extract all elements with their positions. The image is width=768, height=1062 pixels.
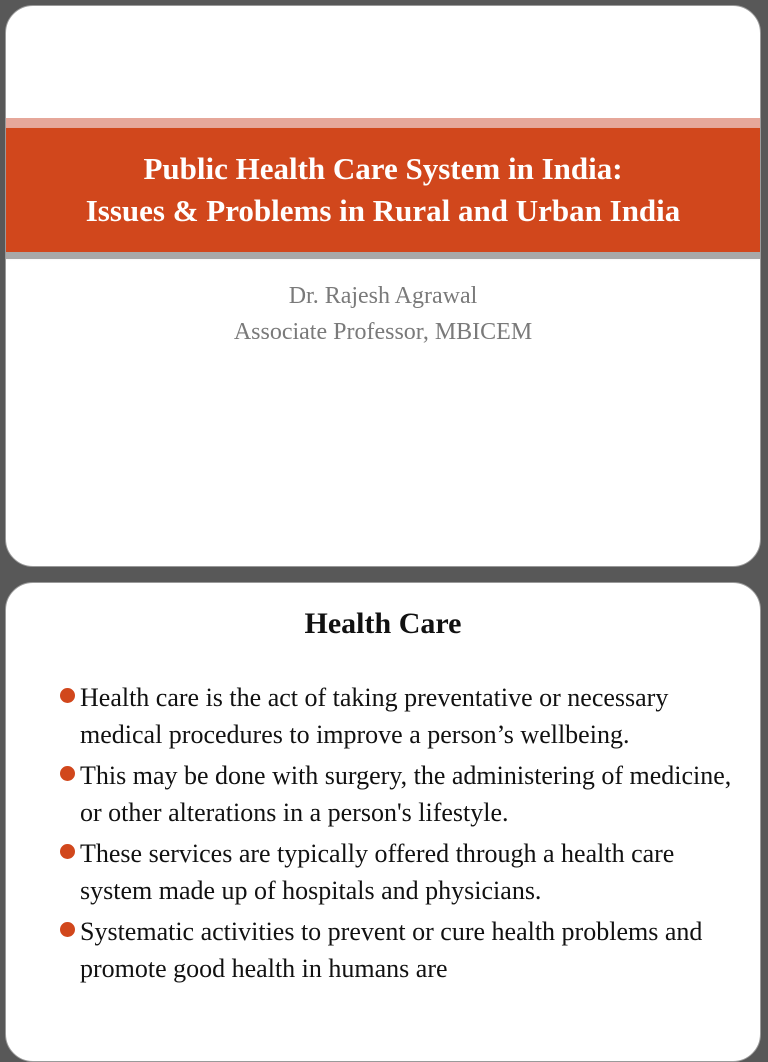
title-slide [5, 5, 761, 567]
author-position: Associate Professor, MBICEM [233, 319, 533, 345]
bullet-dot-icon [60, 766, 75, 781]
bullet-text: These services are typically offered through a health care system made up of hospitals and physicians. [80, 839, 675, 905]
title-band-shadow [6, 252, 760, 259]
slide-title [86, 148, 681, 232]
bullet-text: Systematic activities to prevent or cure health problems and promote good health in humans are [80, 917, 703, 983]
bullet-dot-icon [60, 844, 75, 859]
author-name: Dr. Rajesh Agrawal [288, 283, 478, 309]
slide-title-line-1: Public Health Care System in India: [143, 151, 623, 186]
title-band [6, 128, 760, 252]
bullet-list [56, 679, 732, 991]
slide-title-line-2: Issues & Problems in Rural and Urban India [85, 193, 681, 228]
health-care-slide [5, 582, 761, 1062]
bullet-item [56, 913, 732, 987]
bullet-text: This may be done with surgery, the administering of medicine, or other alterations in a person's lifestyle. [80, 761, 732, 827]
bullet-item [56, 757, 732, 831]
slide-subtitle [6, 278, 760, 350]
slide-heading: Health Care [304, 607, 462, 640]
title-band-highlight [6, 118, 760, 128]
bullet-item [56, 835, 732, 909]
bullet-dot-icon [60, 922, 75, 937]
bullet-dot-icon [60, 688, 75, 703]
bullet-item [56, 679, 732, 753]
bullet-text: Health care is the act of taking preventative or necessary medical procedures to improve a person’s wellbeing. [80, 683, 669, 749]
